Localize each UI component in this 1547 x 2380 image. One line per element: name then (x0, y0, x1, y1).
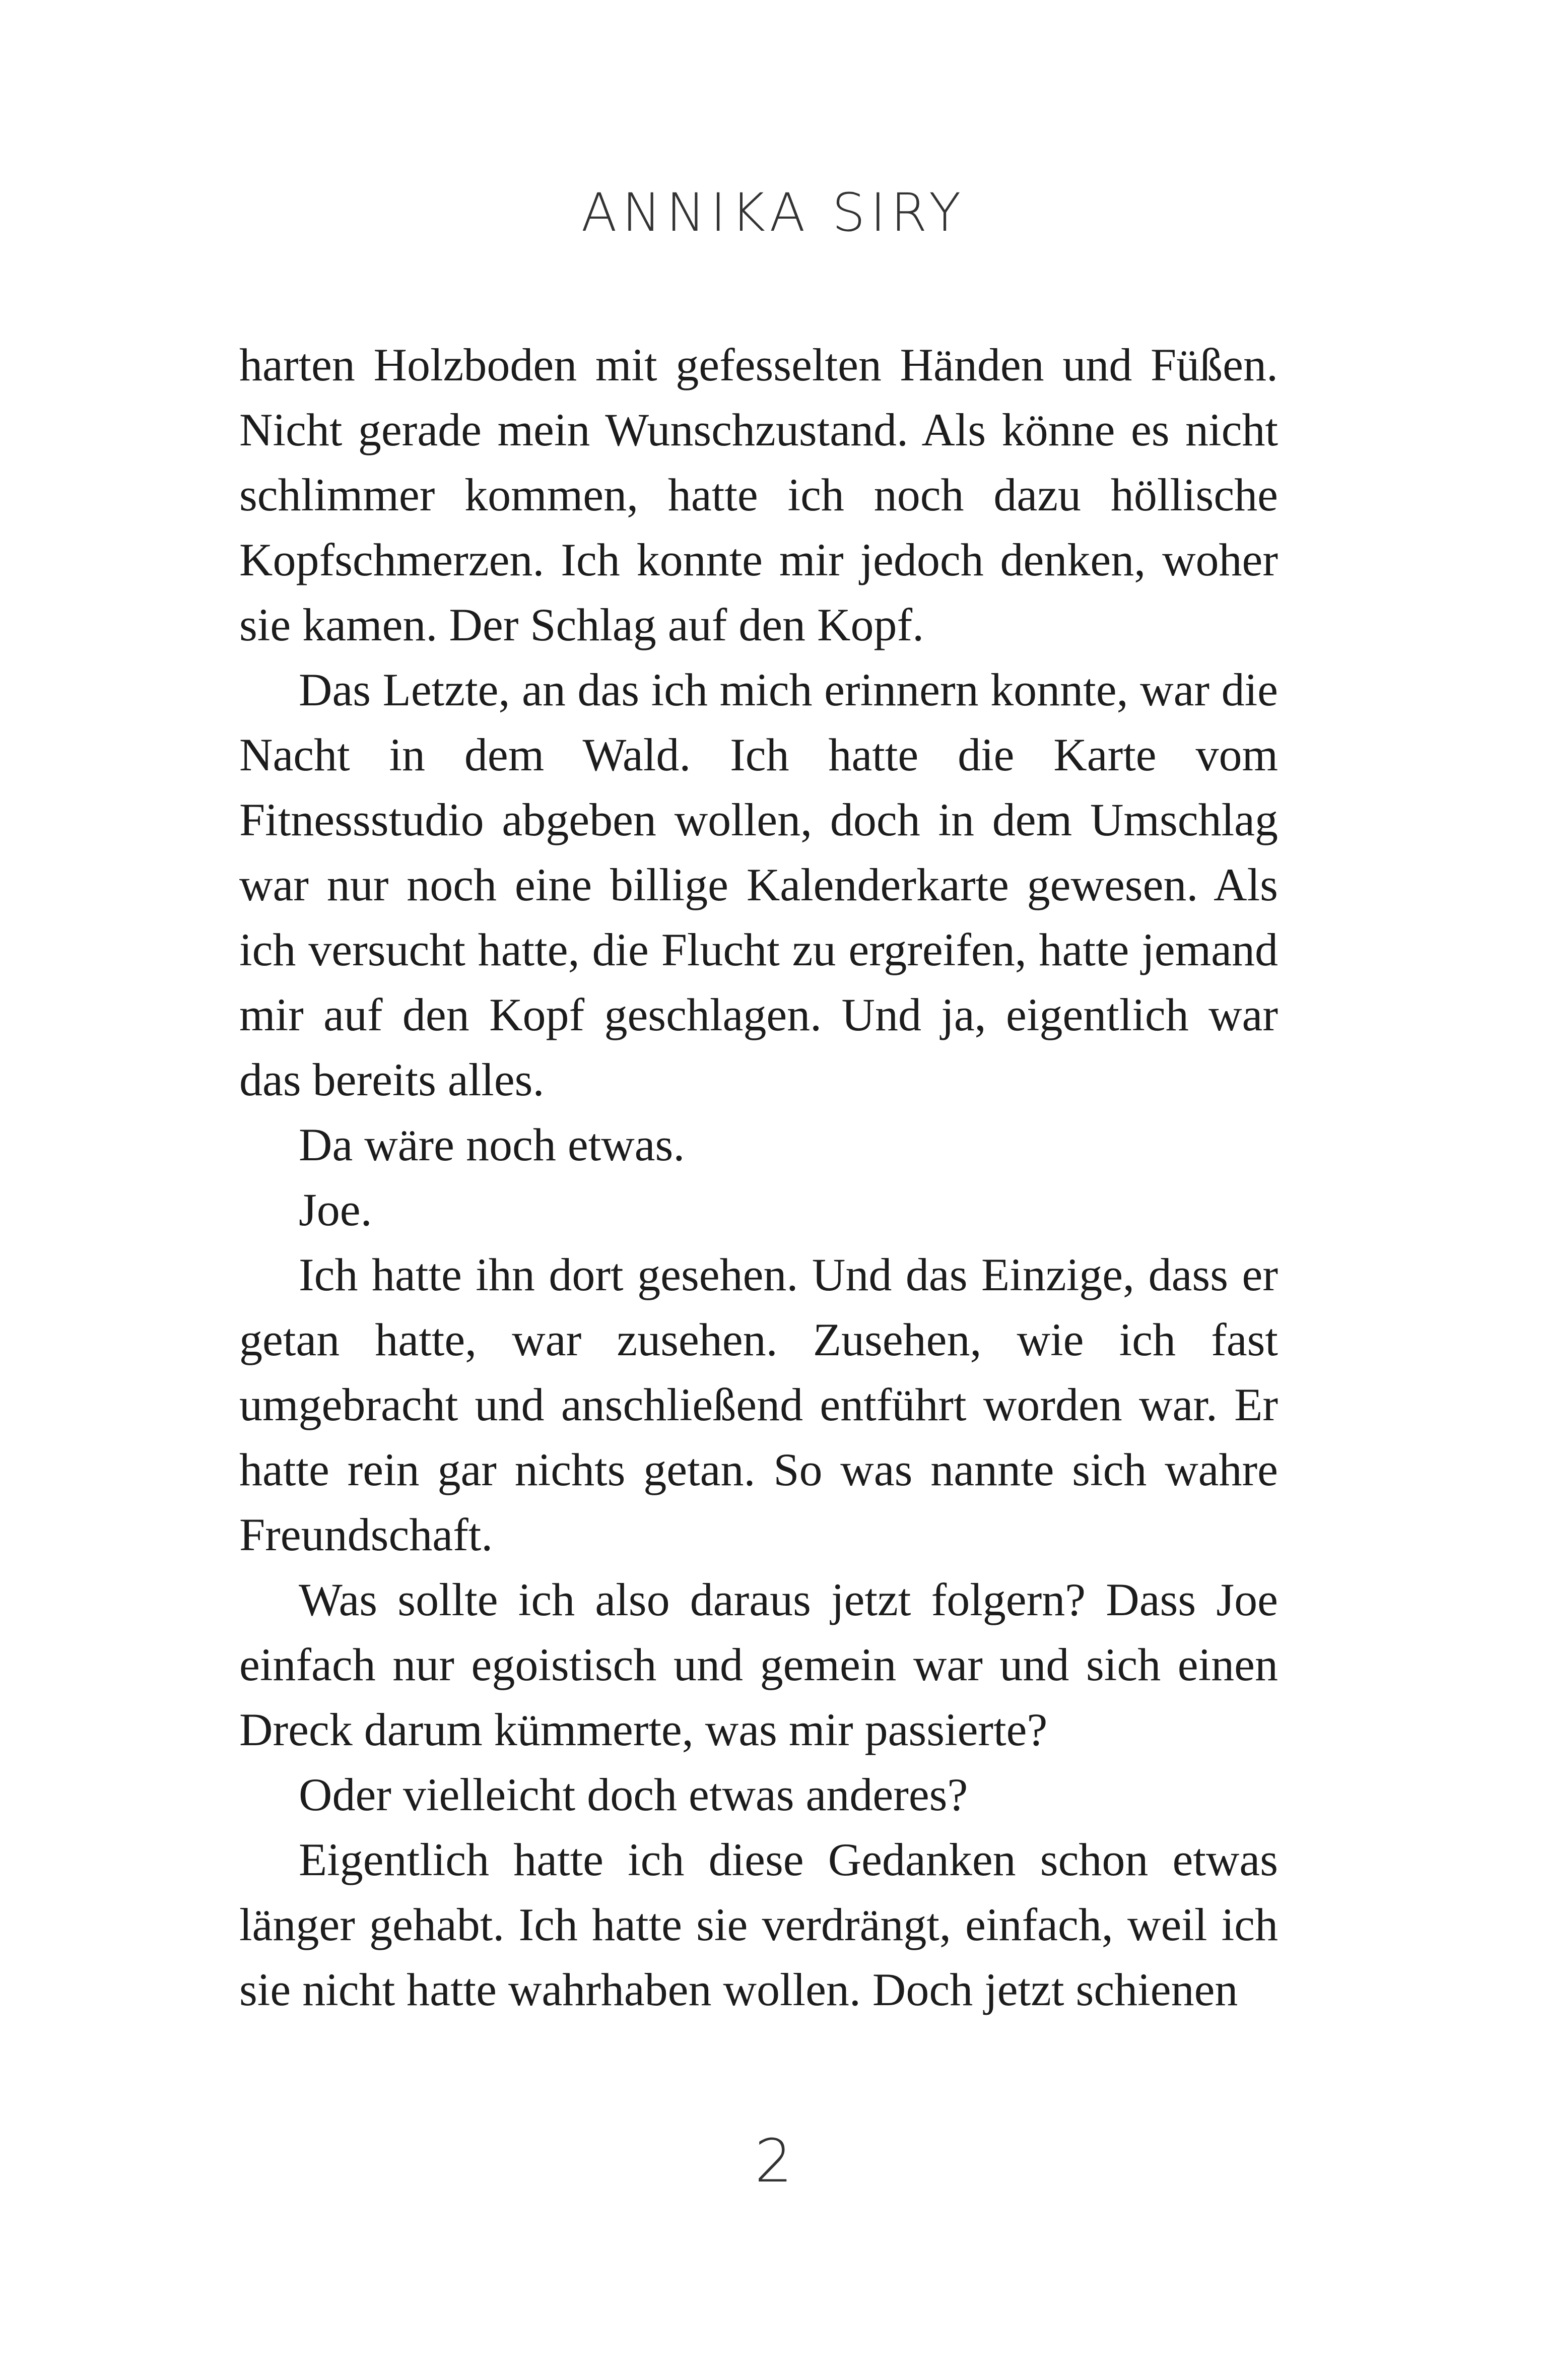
page-number: 2 (754, 2126, 793, 2196)
running-header-author: ANNIKA SIRY (581, 182, 966, 243)
body-text (239, 333, 1278, 2022)
paragraph: Oder vielleicht doch etwas anderes? (299, 1769, 968, 1820)
paragraph-continued: harten Holzboden mit gefesselten Händen und Füßen. Nicht gerade mein Wunschzustand. Als könne es nicht schlimmer kommen, hatte ich noch dazu höllische Kopfschmerzen. Ich konnte mir jedoch denken, woher sie kamen. Der Schlag auf den Kopf. (239, 339, 1278, 650)
paragraph: Was sollte ich also daraus jetzt folgern? Dass Joe einfach nur egoistisch und gemein war und sich einen Dreck darum kümmerte, was mir passierte? (239, 1574, 1278, 1755)
paragraph: Joe. (299, 1184, 372, 1235)
paragraph: Ich hatte ihn dort gesehen. Und das Einzige, dass er getan hatte, war zusehen. Zusehen, wie ich fast umgebracht und anschließend entführt worden war. Er hatte rein gar nichts getan. So was nannte sich wahre Freundschaft. (239, 1249, 1278, 1560)
paragraph-last: Eigentlich hatte ich diese Gedanken schon etwas länger gehabt. Ich hatte sie verdrängt, einfach, weil ich sie nicht hatte wahrhaben wollen. Doch jetzt schienen (239, 1834, 1278, 2015)
paragraph: Da wäre noch etwas. (299, 1119, 685, 1170)
paragraph: Das Letzte, an das ich mich erinnern konnte, war die Nacht in dem Wald. Ich hatte die Karte vom Fitnessstudio abgeben wollen, doch in dem Umschlag war nur noch eine billige Kalenderkarte gewesen. Als ich versucht hatte, die Flucht zu ergreifen, hatte jemand mir auf den Kopf geschlagen. Und ja, eigentlich war das bereits alles. (239, 664, 1278, 1105)
